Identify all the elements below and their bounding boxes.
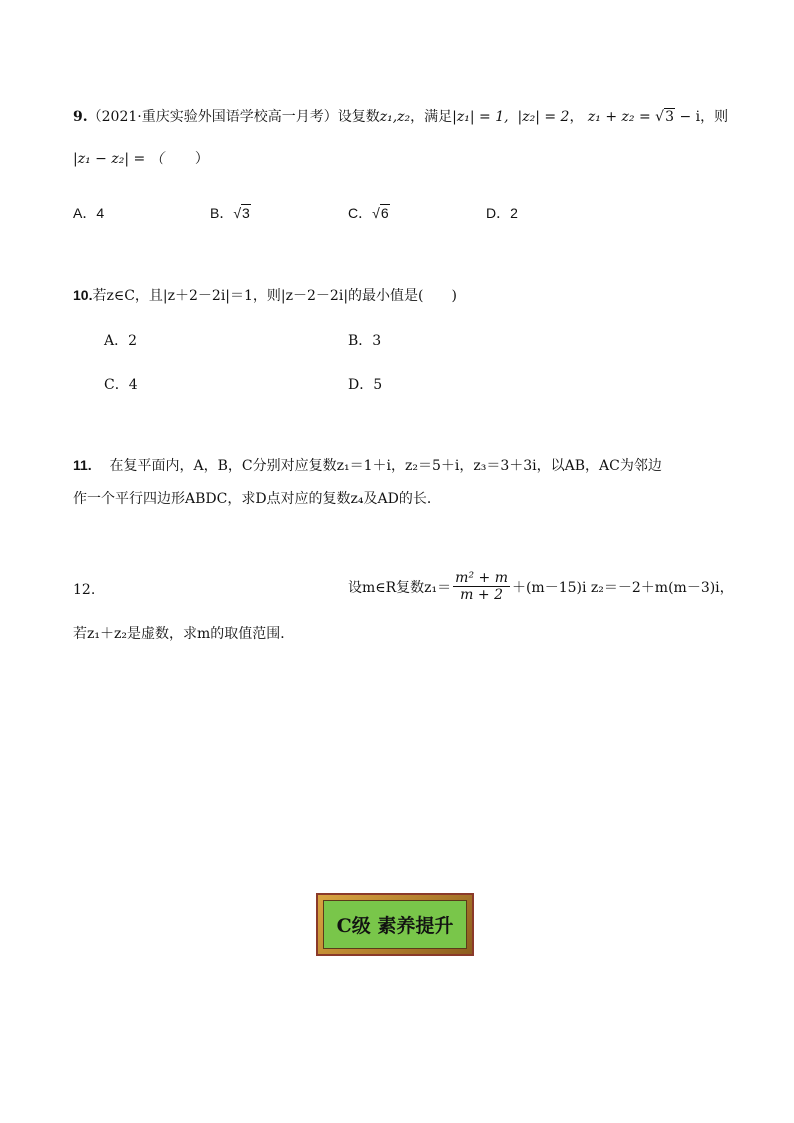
q9-stem-a: 设复数: [337, 109, 380, 125]
q10-option-b: B．3: [348, 333, 382, 349]
q9-cond3-sqrt: √3: [655, 109, 674, 125]
q11-line2: 作一个平行四边形ABDC，求D点对应的复数z₄及AD的长．: [73, 491, 441, 507]
q9-option-c: C．√6: [348, 205, 389, 221]
q9-ask-end: ）: [194, 151, 209, 167]
q10-text: 若z∈C，且|z＋2－2i|＝1，则|z－2－2i|的最小值是( ): [92, 288, 457, 304]
q9-option-c-sqrt: √6: [372, 205, 389, 221]
section-banner: [316, 893, 474, 956]
q9-line1: [73, 106, 728, 126]
q9-cond2: |z₂| = 2: [517, 109, 570, 125]
q12-pre: 设m∈R复数z₁＝: [348, 579, 452, 596]
q12-post: ＋(m－15)i z₂＝－2＋m(m－3)i，: [511, 579, 734, 596]
section-banner-label: C级 素养提升: [323, 900, 467, 949]
q9-line2: [73, 148, 209, 168]
q10-option-c: C．4: [104, 377, 138, 393]
q9-cond3-left: z₁ + z₂ =: [587, 109, 656, 125]
q9-cond3-right: − i: [675, 109, 701, 125]
q9-z1z2: z₁,z₂: [379, 109, 411, 125]
q9-then: ，则: [700, 109, 729, 125]
q9-cond1: |z₁| = 1,: [452, 109, 509, 125]
q11-line1: [73, 455, 662, 475]
q12-frac-num: m² + m: [455, 570, 508, 586]
q9-option-a: A．4: [73, 205, 105, 221]
q9-option-b: B．√3: [210, 205, 250, 221]
q9-ask: |z₁ − z₂| = （: [73, 151, 164, 167]
q9-stem-b: ，满足: [410, 109, 453, 125]
q9-number: 9.: [73, 109, 88, 125]
q10-option-a: A．2: [104, 333, 138, 349]
q9-comma: ，: [569, 109, 584, 125]
q9-source: （2021·重庆实验外国语学校高一月考）: [87, 109, 338, 125]
q11-line1-text: 在复平面内，A，B，C分别对应复数z₁＝1＋i，z₂＝5＋i，z₃＝3＋3i，以AB，AC为邻边: [109, 458, 662, 474]
q12-line2: 若z₁＋z₂是虚数，求m的取值范围．: [73, 626, 295, 642]
q12-fraction: [453, 570, 510, 603]
q11-number: 11.: [73, 457, 92, 473]
q12-line1: [348, 570, 734, 603]
q9-option-d: D．2: [486, 205, 518, 221]
q10-option-d: D．5: [348, 377, 383, 393]
q12-number: 12.: [73, 582, 96, 598]
q10-number: 10.: [73, 287, 93, 303]
q10-stem: [73, 285, 457, 305]
q9-option-b-sqrt: √3: [233, 205, 250, 221]
q12-frac-den: m + 2: [460, 587, 503, 603]
